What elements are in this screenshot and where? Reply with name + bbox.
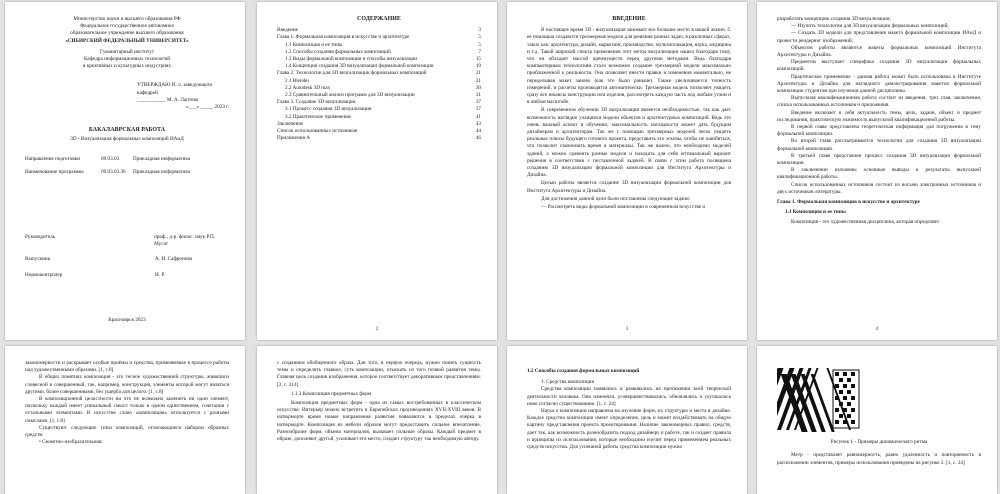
- rhythm-figure-image: [777, 364, 861, 434]
- signature-role: Нормоконтролер: [25, 271, 63, 278]
- toc-item-title: Список использованных источников: [277, 128, 358, 135]
- toc-item-title: Глава 1. Формальная композиция в искусстве и архитектуре: [277, 34, 410, 41]
- toc-item[interactable]: [277, 34, 481, 41]
- header-line: Федеральное государственное автономное: [80, 23, 174, 30]
- toc-item-title: 1.1 Композиция и ее типы: [285, 41, 343, 48]
- toc-item[interactable]: [277, 70, 481, 77]
- toc-item-page: 37: [475, 106, 481, 113]
- toc-item[interactable]: [277, 114, 481, 121]
- toc-item[interactable]: [277, 49, 481, 56]
- toc-list: [277, 27, 481, 142]
- toc-item[interactable]: [277, 121, 481, 128]
- paragraph: Наука о композиции направлена на изучение форм, их структуры и места в дизайне. Каждое средство композиции имеет определение, цель и может воздействовать на общую картину представления проекта проектирования. Наличие закономерных правил, средств, дает так, как возможность разнообразить подход дизайнеру к работе, так и создает правила и принципы их использования, которые необходимо изучит перед применением реальных средств искусства. Для успешной работы средства композиции нужно: [527, 408, 731, 451]
- paragraph: Предметом выступает специфика создания 3D визуализации формальных композиций.: [777, 59, 981, 73]
- page-number: 4: [875, 326, 879, 332]
- toc-item-title: Глава 2. Технологии для 3D визуализации формальных композиций: [277, 70, 427, 77]
- paragraph: Композиция предметных форм - одна из самых востребованных в классическом искусстве. Интерьер можно встретить в Европейских произведениях XVII-XVIII веков. В натюрморте время новые направления развития появляются в пределах очерка в натюрморте. Композиция из мебели образов могут предоставить сильное впечатление. Разнообразие форм, объема материалов, вызывает сильные образы. Каждый предмет в образе, дополняет другой, усиливает его место, создает структуру так необходимую автору.: [277, 400, 481, 443]
- page-goals: [757, 2, 997, 340]
- paragraph: с созданием обобщенного образа. Для того, в первую очередь, нужно понять сущность темы и определить главное, суть композиции, отыскать из того почвой развития темы. Главная цель создания изображения, которое соответствует декоративным представлениям. [2, с. 214]: [277, 360, 481, 388]
- page-rhythm-figure: [757, 346, 997, 494]
- toc-title: СОДЕРЖАНИЕ: [357, 16, 401, 22]
- toc-item-page: 19: [475, 63, 481, 70]
- toc-item[interactable]: [277, 106, 481, 113]
- paragraph: Введение включает в себя актуальность темы, цель, задачи, объект и предмет исследования, практическую значимость выпускной квалификационной работы.: [777, 109, 981, 123]
- toc-item-title: 2.1 Blender: [285, 77, 310, 84]
- paragraph: Метр - представляет равномерность, равно удаленность и повторяемость в расположении элементов, примеры использования приведены на рисунке 2. [1, с. 24]: [777, 452, 981, 466]
- paragraph: Выпускная квалификационная работа состоит из введения, трех глав, заключения, списка использованных источников и приложения.: [777, 95, 981, 109]
- page-subject-forms: [257, 346, 497, 494]
- toc-item-page: 43: [475, 120, 481, 127]
- paragraph: Объектом работы являются макеты формальных композиций Института Архитектуры и Дизайна.: [777, 44, 981, 59]
- list-item: • Сюжетно-изобразительная;: [39, 439, 103, 446]
- signature-value: А. И. Сафронова: [155, 256, 193, 263]
- toc-item[interactable]: [277, 56, 481, 63]
- toc-item-page: 21: [475, 70, 481, 77]
- toc-item[interactable]: [277, 128, 481, 135]
- field-code: 09.03.03: [101, 155, 120, 162]
- header-line: Министерство науки и высшего образования РФ: [73, 16, 181, 22]
- paragraph: В общих понятиях композиция - это тесное художественной структуры, живописи словесной и совершенный, так, например, конструкция, элементы которой могут являться другими, более совершенными, без ущерба для целого. [1, с.8]: [25, 374, 229, 395]
- signature-row: [25, 272, 229, 279]
- signature-row: [25, 234, 229, 248]
- chapter-heading: Глава 1. Формальная композиция в искусстве и архитектуре: [777, 199, 920, 206]
- section-heading: 1.1 Композиция и ее типы: [785, 209, 846, 216]
- approval-line: кафедрой: [137, 89, 158, 96]
- header-line: образовательное учреждение высшего образования: [70, 30, 184, 37]
- toc-item-page: 44: [475, 128, 481, 135]
- toc-item[interactable]: [277, 92, 481, 99]
- figure-caption: Рисунок 1 - Примеры динамического ритма: [830, 439, 928, 446]
- institute-line: в креативных и культурных индустриях: [83, 63, 171, 70]
- paragraph: В композиционной целостности ни что не возможно заменить ни один элемент, поскольку каждый имеет уникальный смысл только в одном единственном, сочетании с остальными элементами. В искусстве слово «композиция» используется с разными смыслами. [1, с.8]: [25, 396, 229, 424]
- page-introduction: [507, 2, 747, 340]
- toc-item[interactable]: [277, 99, 481, 106]
- toc-item-page: 21: [475, 77, 481, 84]
- toc-item-title: Заключение: [277, 120, 304, 127]
- field-row: [25, 156, 229, 163]
- toc-item[interactable]: [277, 85, 481, 92]
- paragraph: Композиция - это художественная дисциплина, которая определяет: [791, 219, 940, 226]
- ministry-header: [25, 16, 229, 45]
- paragraph: В первой главе представлена теоретическая информация для погружения в тему формальной композиции.: [777, 124, 981, 138]
- toc-item-title: Введение: [277, 27, 298, 34]
- toc-item-title: 1.3 Виды формальной композиции и способы визуализации: [285, 56, 418, 63]
- toc-item-page: 46: [475, 135, 481, 142]
- signature-row: [25, 256, 229, 263]
- toc-item-page: 5: [478, 34, 481, 41]
- toc-item[interactable]: [277, 135, 481, 142]
- signature-block: [25, 234, 229, 279]
- subsection-heading: 1.1.3 Композиция предметных форм: [291, 390, 372, 397]
- intro-title: ВВЕДЕНИЕ: [612, 16, 646, 22]
- toc-item-title: 1.4 Концепция создания 3D визуализации формальной композиции: [285, 63, 434, 70]
- paragraph: — Создать 3D модели для представления макета формальной композиции ИАиД и провести рендеринг изображений;: [777, 30, 981, 44]
- page-composition-types: [5, 346, 245, 494]
- paragraph: Практическое применение - данная работа может быть использована в Институте Архитектуры и Дизайна для наглядного демонстрирования макетов формальной композиции студентам при изучении данной дисциплины.: [777, 73, 981, 95]
- paragraph: В третьей главе представлен процесс создания 3D визуализации формальной композиции.: [777, 152, 981, 167]
- institute-line: Кафедра информационных технологий: [83, 56, 171, 63]
- field-label: Направление подготовки: [25, 155, 80, 162]
- toc-item[interactable]: [277, 42, 481, 49]
- approval-line: ___________ М. А. Лаптева: [137, 96, 199, 103]
- signature-value: проф., д-р. филос. наук Р.П. Мусат: [154, 234, 215, 248]
- toc-item-page: 7: [478, 48, 481, 55]
- toc-item[interactable]: [277, 63, 481, 70]
- signature-role: Выпускник: [25, 256, 51, 263]
- institute-line: Гуманитарный институт: [100, 48, 154, 55]
- toc-item-page: 3: [478, 27, 481, 34]
- toc-item-title: 3.1 Процесс создания 3D визуализации: [285, 106, 372, 113]
- page-creation-methods: [507, 346, 747, 494]
- toc-item-title: 1.2 Способы создания формальных композиций: [285, 48, 391, 55]
- toc-item-page: 5: [478, 41, 481, 48]
- field-value: Прикладная информатика: [133, 168, 191, 175]
- field-label: Наименование программы: [25, 168, 84, 175]
- field-value: Прикладная информатика: [133, 155, 191, 162]
- work-type: БАКАЛАВРСКАЯ РАБОТА: [88, 127, 166, 134]
- paragraph: Для достижения данной цели были поставлены следующие задачи:: [541, 195, 691, 202]
- approval-line: УТВЕРЖДАЮ И. о. заведующего: [137, 82, 213, 89]
- toc-item-title: Приложения А: [277, 135, 310, 142]
- paragraph: В современном обучении 3D визуализация является необходимостью, так как дает возможность наглядно учащимся модели объектов и архитектурных композиций. Ведь это очень важный аспект в обучении, максимальность наглядности может дать будущим дизайнерам и архитекторам. Так же с помощью трехмерных моделей легко увидеть реальные плюсы будущего готового проекта, представить его эскизы, чтобы не ошибиться, что позволит сэкономить время и материалы. Так же важно, что необходимо моделей зданий, а можно сравнить разные модели и находить для себя оптимальный вариант решения в соответствии с поставленной задачей. В связи с этим работа посвящена созданию 3D визуализации формальной композиции для Института Архитектуры и Дизайна.: [527, 107, 731, 179]
- paragraph: — Изучить технологии для 3D визуализации формальных композиций;: [791, 23, 949, 30]
- section-heading: 1.2 Способы создания формальных композиций: [527, 368, 640, 374]
- paragraph: закономерности и раскрывает особые приёмы и средства, применяемые в процессе работы над художественными образами. [1, с.8]: [25, 360, 229, 374]
- toc-item[interactable]: [277, 78, 481, 85]
- program-fields: [25, 156, 229, 176]
- paragraph: Средства композиции появились и развивались на протяжении всей творческой деятельности человека. Они изменяли, усовершенствовались, обновлялись и улучшались ново согласно существованию. [1, с. 24]: [527, 386, 731, 407]
- toc-item[interactable]: [277, 27, 481, 34]
- paragraph: разработать концепцию создания 3D визуализации;: [777, 16, 891, 22]
- paragraph: 1. Средства композиции: [541, 379, 595, 386]
- page-number: 3: [625, 326, 629, 332]
- signature-role: Руководитель: [25, 234, 56, 241]
- paragraph: В настоящее время 3D - визуализация занимает все большее место в нашей жизни. С ее помощью создаются трехмерные модели для решения разных задач, в различных сферах, таких как: архитектура, дизайн, маркетинг, производство, мультипликация, наука, медицина и т.д. Такой широкий спектр применения этот метод визуализации нашел благодаря тому, что он обладает массой преимуществ перед другими методами. Ведь благодаря компьютерным технологиям стало возможно создание трехмерной модели максимально приближенной к реальности. Она позволяет внести правки и изменения моментально, не переделывая макет заново (как это было раньше). Также увеличивается точность измерений, и расчеты производятся автоматически. Трехмерная модель позволяет увидеть сразу все нюансы конструкции или изделия, рассмотреть каждую часть под любым углом и в любом масштабе.: [527, 27, 731, 106]
- toc-item-page: 41: [475, 113, 481, 120]
- toc-item-page: 15: [475, 56, 481, 63]
- toc-item-page: 30: [475, 84, 481, 91]
- signature-value: И. Р.: [155, 271, 165, 278]
- toc-item-page: 31: [475, 92, 481, 99]
- city-year: Красноярск 2023: [108, 316, 146, 323]
- toc-item-title: 2.2 Autodesk 3D max: [285, 84, 331, 91]
- paragraph: В заключении изложены основные выводы и результаты выпускной квалификационной работы.: [777, 167, 981, 181]
- paragraph: — Рассмотреть виды формальной композиции в современном искусстве и: [541, 204, 706, 211]
- page-number: 2: [375, 326, 379, 332]
- field-code: 09.03.03.30: [101, 168, 126, 175]
- approval-block: [137, 82, 229, 111]
- approval-date: «___» _____ 2023 г.: [185, 104, 229, 111]
- toc-item-page: 37: [475, 99, 481, 106]
- page-contents: [257, 2, 497, 340]
- university-name: «СИБИРСКИЙ ФЕДЕРАЛЬНЫЙ УНИВЕРСИТЕТ»: [65, 37, 189, 44]
- paragraph: Список использованных источников состоит из восьми электронных источников и двух источников литературы.: [777, 181, 981, 195]
- field-row: [25, 169, 229, 176]
- toc-item-title: 2.3 Сравнительный анализ программ для 3D визуализации: [285, 92, 415, 99]
- paragraph: Целью работы является создание 3D визуализации формальной композиции для Института Архитектуры и Дизайна.: [527, 180, 731, 194]
- paragraph: Во второй главе рассматриваются технологии для создания 3D визуализации формальной композиции.: [777, 138, 981, 152]
- institute-block: [25, 49, 229, 71]
- paragraph: Существуют следующие типы композиций, отличающиеся набором образных средств:: [25, 424, 229, 439]
- toc-item-title: 3.2 Практическое применение: [285, 113, 352, 120]
- work-title: 3D - Визуализация формальных композиций ИАиД: [70, 136, 184, 143]
- page-title-sheet: [5, 2, 245, 340]
- toc-item-title: Глава 3. Создание 3D визуализации: [277, 99, 356, 106]
